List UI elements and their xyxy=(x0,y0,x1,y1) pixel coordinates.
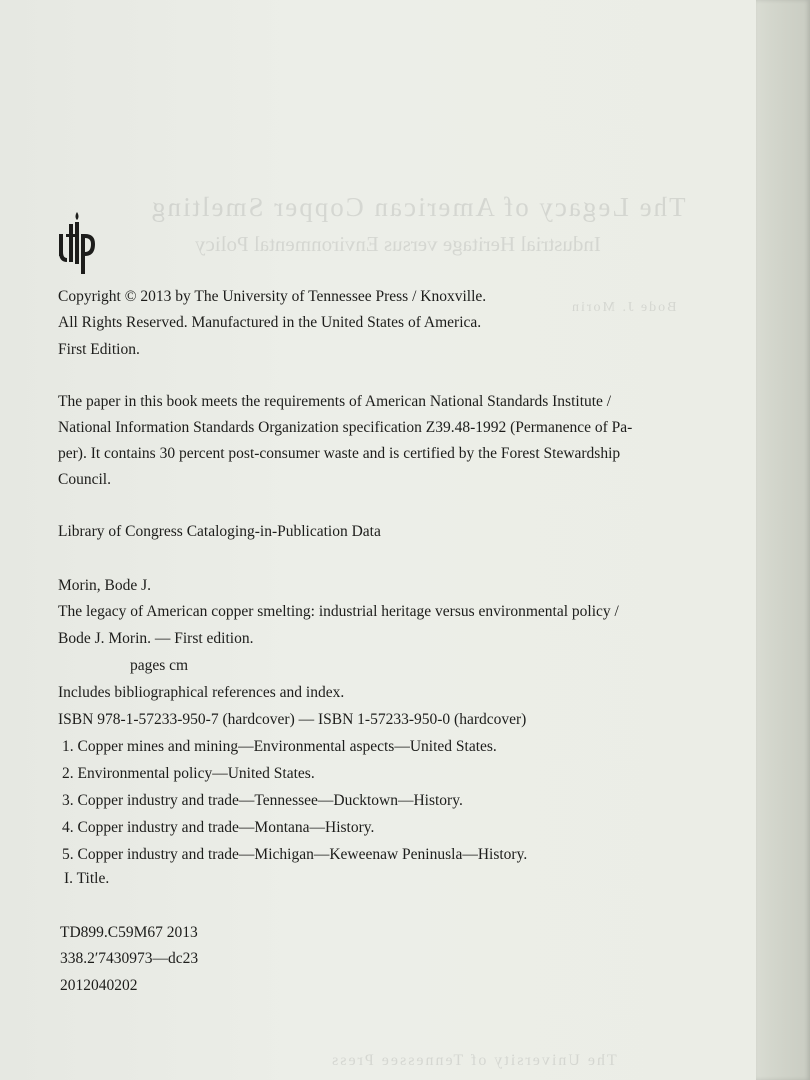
cip-includes: Includes bibliographical references and index. xyxy=(58,684,345,701)
cip-pages: pages cm xyxy=(130,657,189,674)
paper-statement-line-1: The paper in this book meets the requirements of American National Standards Institute / xyxy=(58,393,612,410)
edition-line: First Edition. xyxy=(58,341,140,358)
utp-logo-icon xyxy=(57,212,97,274)
cip-subject: 1. Copper mines and mining—Environmental aspects—United States. xyxy=(62,738,497,755)
cip-author: Morin, Bode J. xyxy=(58,577,151,594)
cip-title-entry: I. Title. xyxy=(64,870,110,887)
cip-subject: 4. Copper industry and trade—Montana—History. xyxy=(62,819,375,836)
rights-line: All Rights Reserved. Manufactured in the United States of America. xyxy=(58,314,482,331)
bleed-through-press: The University of Tennessee Press xyxy=(330,1052,617,1069)
page-edge xyxy=(756,0,810,1080)
bleed-through-title: The Legacy of American Copper Smelting xyxy=(150,192,686,222)
cip-call-number: TD899.C59M67 2013 xyxy=(60,924,198,941)
cip-title-line-2: Bode J. Morin. — First edition. xyxy=(58,630,254,647)
cip-subject: 3. Copper industry and trade—Tennessee—Ducktown—History. xyxy=(62,792,463,809)
paper-statement-line-2: National Information Standards Organization specification Z39.48-1992 (Permanence of Pa- xyxy=(58,419,633,436)
cip-subject: 5. Copper industry and trade—Michigan—Keweenaw Peninusla—History. xyxy=(62,846,528,863)
cip-lccn: 2012040202 xyxy=(60,977,138,994)
cip-subject: 2. Environmental policy—United States. xyxy=(62,765,315,782)
cip-heading: Library of Congress Cataloging-in-Publication Data xyxy=(58,523,381,540)
paper-statement-line-3: per). It contains 30 percent post-consumer waste and is certified by the Forest Stewardship xyxy=(58,445,621,462)
copyright-line: Copyright © 2013 by The University of Tennessee Press / Knoxville. xyxy=(58,288,487,305)
cip-isbn: ISBN 978-1-57233-950-7 (hardcover) — ISBN 1-57233-950-0 (hardcover) xyxy=(58,711,527,728)
paper-statement-line-4: Council. xyxy=(58,471,111,488)
bleed-through-subtitle: Industrial Heritage versus Environmental Policy xyxy=(195,232,601,256)
cip-title-line-1: The legacy of American copper smelting: industrial heritage versus environmental policy / xyxy=(58,603,619,620)
bleed-through-author: Bode J. Morin xyxy=(570,300,677,315)
cip-dewey: 338.2′7430973—dc23 xyxy=(60,950,199,967)
